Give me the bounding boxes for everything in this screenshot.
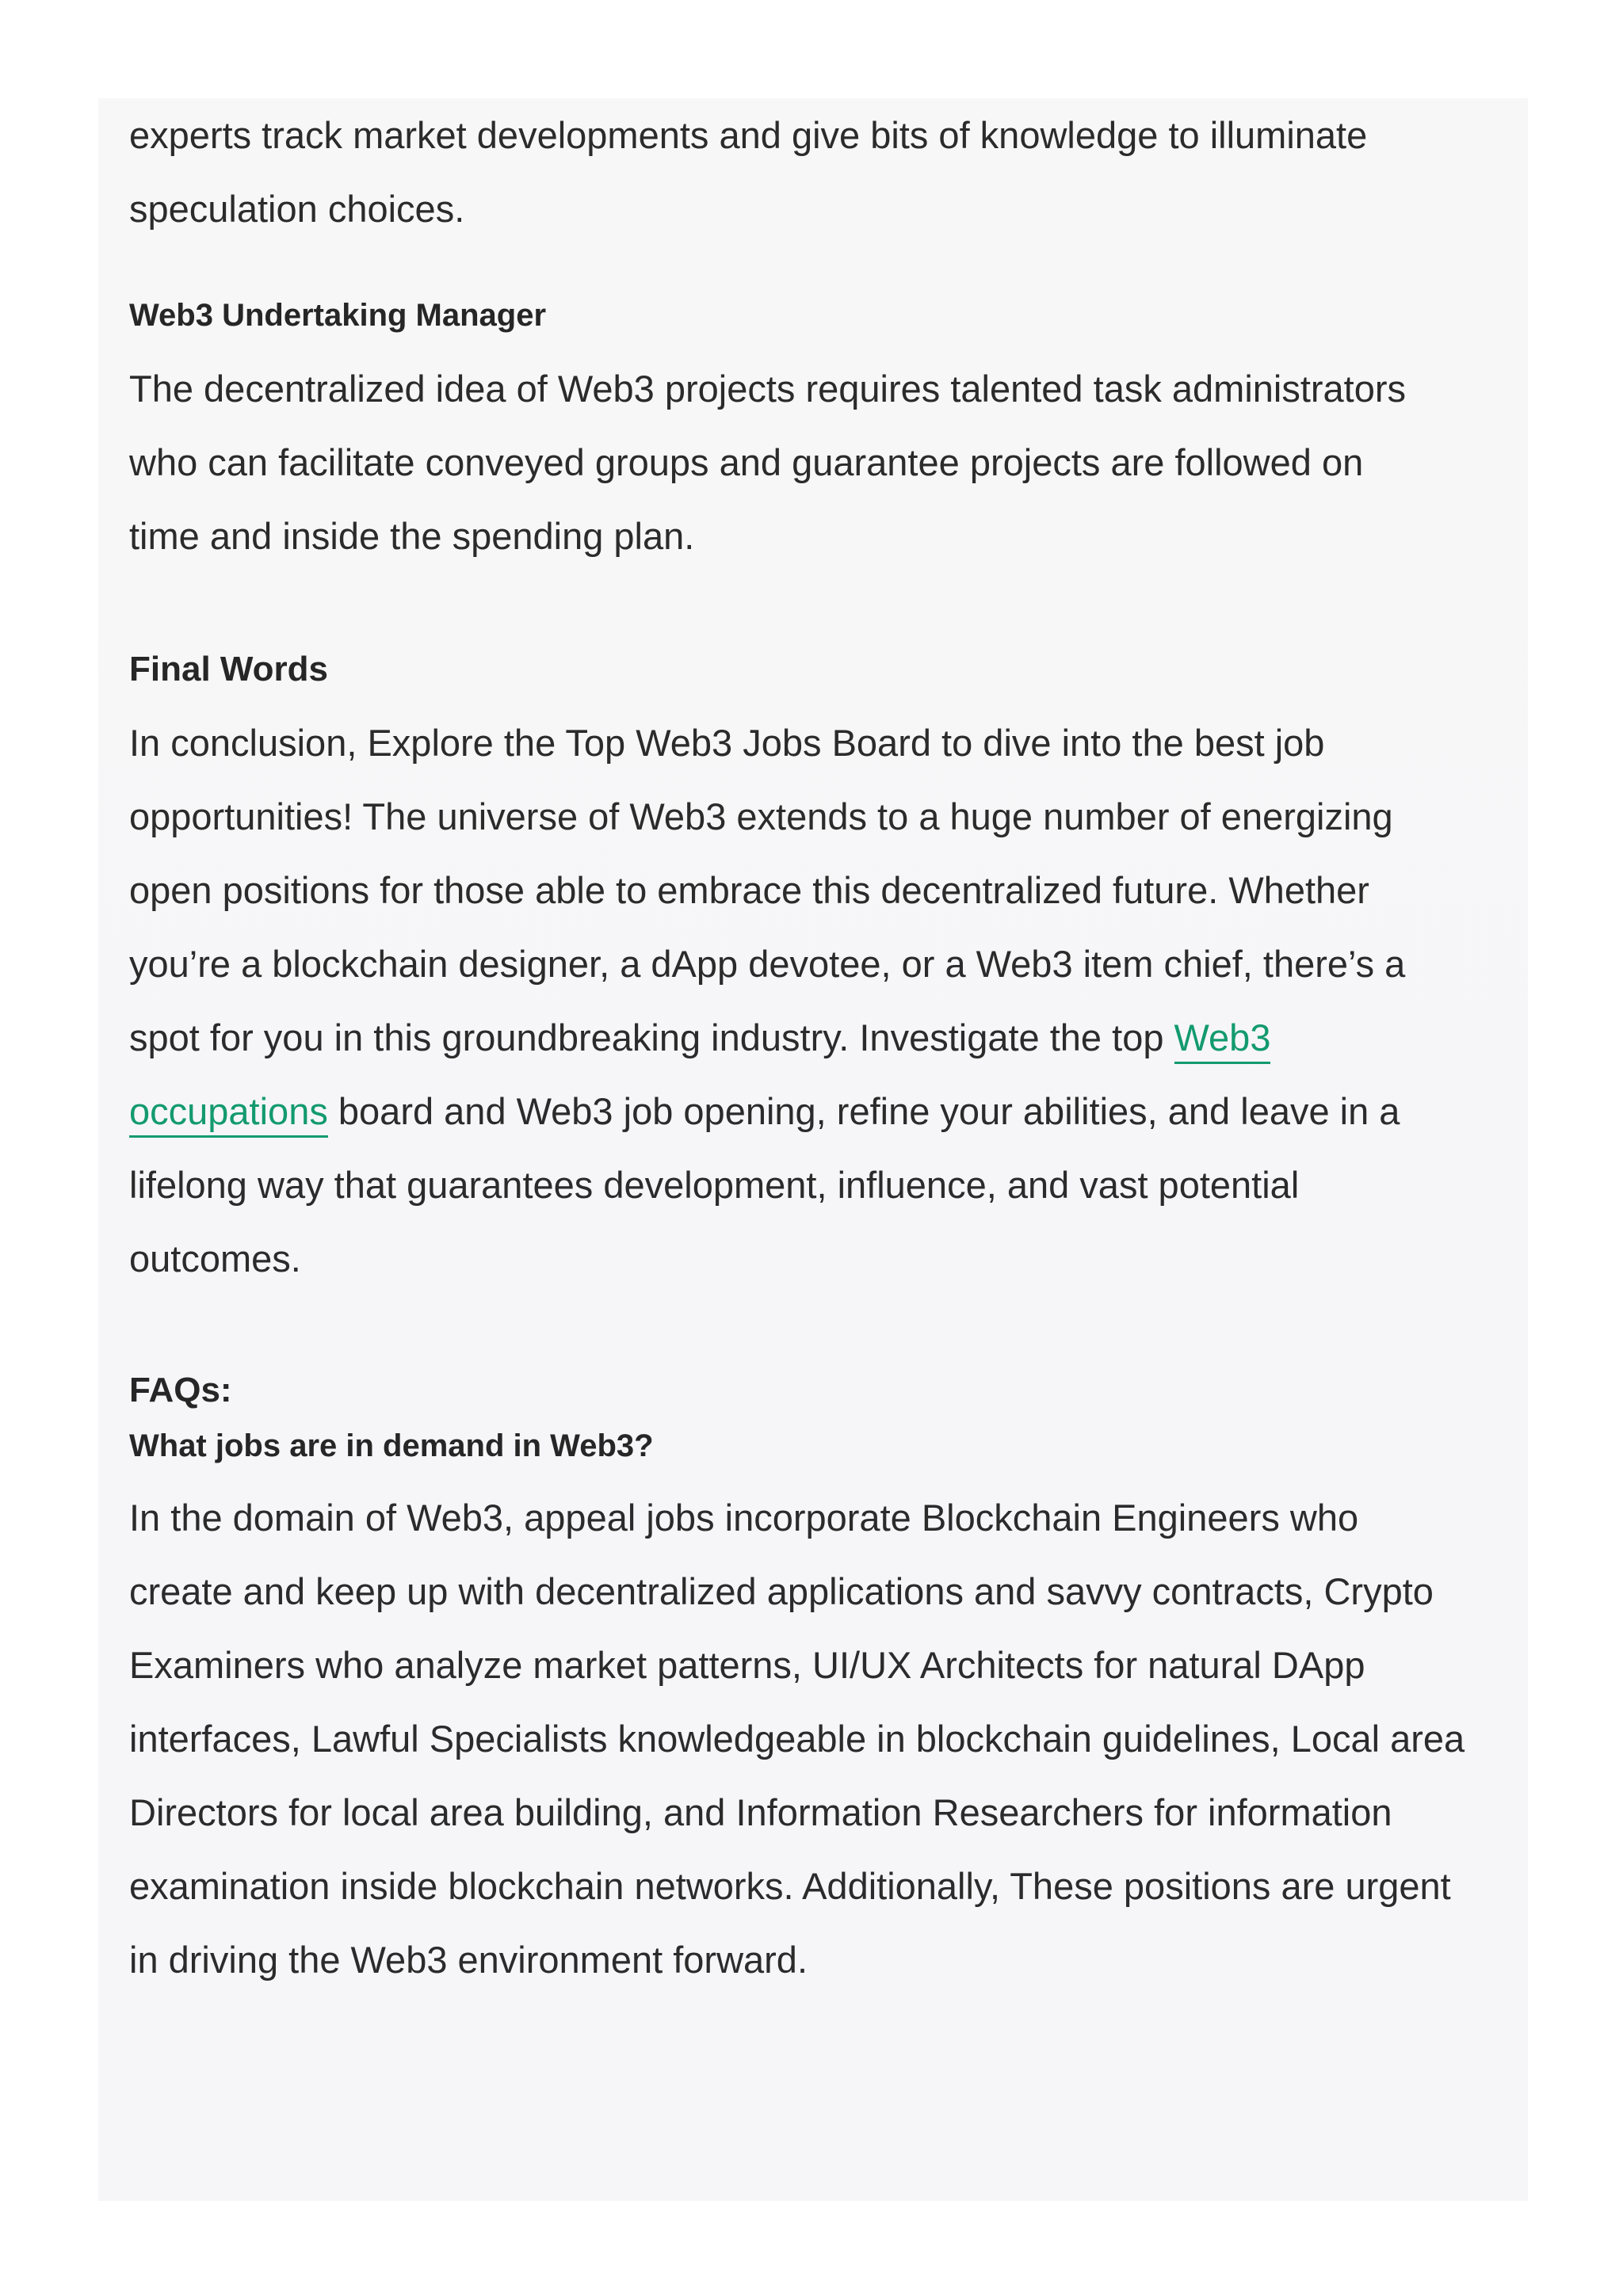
web3-manager-section (129, 295, 1508, 573)
final-words-line-5-text: spot for you in this groundbreaking industry. Investigate the top (129, 1016, 1174, 1058)
article-body (129, 98, 1508, 1997)
final-words-section (129, 647, 1508, 1295)
faq-answer-line-7: in driving the Web3 environment forward. (129, 1939, 808, 1981)
final-words-line-4: you’re a blockchain designer, a dApp devotee, or a Web3 item chief, there’s a (129, 943, 1406, 985)
web3-manager-line-1: The decentralized idea of Web3 projects requires talented task administrators (129, 368, 1407, 410)
final-words-line-7: lifelong way that guarantees development, influence, and vast potential (129, 1164, 1300, 1206)
faq-answer-line-3: Examiners who analyze market patterns, UI/UX Architects for natural DApp (129, 1644, 1365, 1686)
intro-paragraph (129, 98, 1508, 246)
faqs-heading: FAQs: (129, 1371, 232, 1409)
intro-line-2: speculation choices. (129, 188, 465, 230)
faq-answer-line-5: Directors for local area building, and Information Researchers for information (129, 1791, 1392, 1833)
web3-occupations-link-part-2[interactable]: occupations (129, 1090, 328, 1138)
final-words-line-6-text: board and Web3 job opening, refine your abilities, and leave in a (327, 1090, 1400, 1132)
web3-manager-line-3: time and inside the spending plan. (129, 515, 695, 557)
faq-answer-line-1: In the domain of Web3, appeal jobs incorporate Blockchain Engineers who (129, 1497, 1359, 1539)
final-words-line-5 (129, 1001, 1508, 1074)
final-words-line-8: outcomes. (129, 1238, 301, 1280)
web3-manager-line-2: who can facilitate conveyed groups and guarantee projects are followed on (129, 441, 1364, 483)
faq-answer-line-4: interfaces, Lawful Specialists knowledgeable in blockchain guidelines, Local area (129, 1718, 1465, 1760)
web3-manager-heading: Web3 Undertaking Manager (129, 298, 547, 333)
final-words-heading: Final Words (129, 650, 328, 688)
intro-line-1: experts track market developments and give bits of knowledge to illuminate (129, 114, 1368, 156)
faq-answer-line-6: examination inside blockchain networks. Additionally, These positions are urgent (129, 1865, 1451, 1907)
web3-occupations-link-part-1[interactable]: Web3 (1174, 1016, 1271, 1064)
final-words-line-2: opportunities! The universe of Web3 extends to a huge number of energizing (129, 795, 1393, 837)
faq-question: What jobs are in demand in Web3? (129, 1428, 654, 1463)
final-words-line-3: open positions for those able to embrace this decentralized future. Whether (129, 869, 1369, 911)
faq-answer-line-2: create and keep up with decentralized applications and savvy contracts, Crypto (129, 1570, 1434, 1612)
final-words-line-1: In conclusion, Explore the Top Web3 Jobs Board to dive into the best job (129, 722, 1325, 764)
faqs-section (129, 1368, 1508, 1997)
final-words-line-6 (129, 1074, 1508, 1148)
